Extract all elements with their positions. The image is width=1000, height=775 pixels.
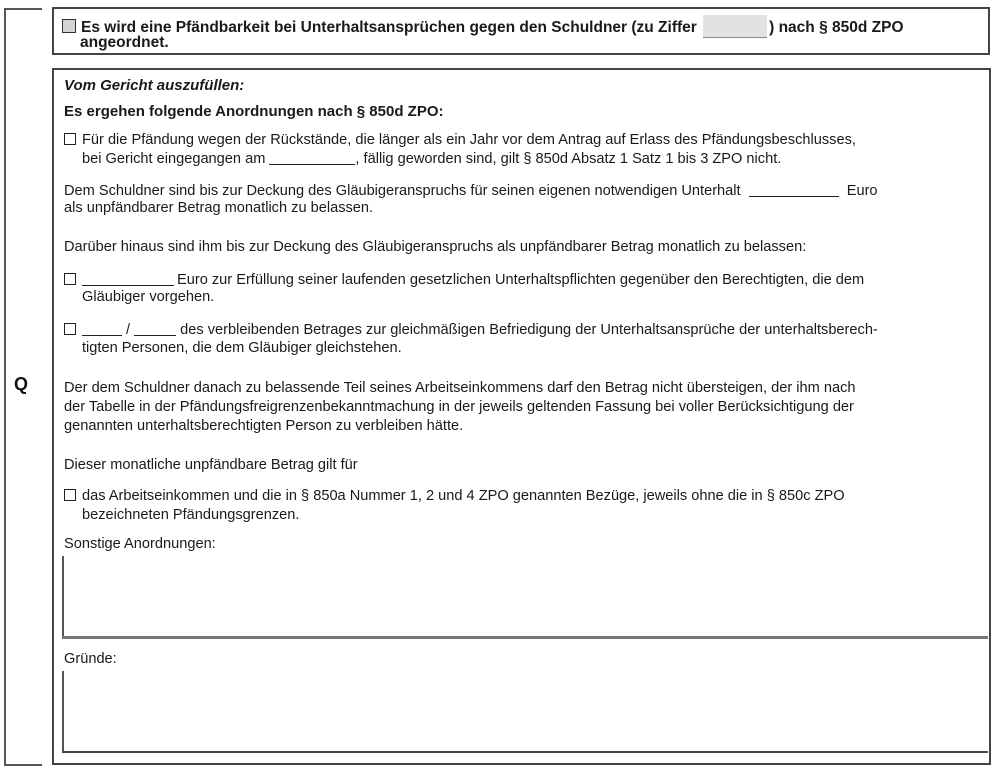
pfaendbarkeit-checkbox[interactable]	[62, 19, 76, 33]
item1-line-1	[64, 132, 856, 149]
item4-line-1	[64, 488, 845, 505]
court-orders-box	[52, 68, 991, 765]
other-orders-field-left-border	[62, 556, 64, 638]
item3-line-1	[64, 321, 878, 339]
reasons-field-left-border	[62, 671, 64, 753]
item3-text-1: des verbleibenden Betrages zur gleichmäßigen Befriedigung der Unterhaltsansprüche der unterhaltsberech-	[180, 322, 878, 338]
para1-text-1b: Euro	[846, 183, 878, 199]
pfaendbarkeit-line-2: angeordnet.	[80, 34, 169, 51]
item2-line-1	[64, 271, 864, 289]
item2-euro-field[interactable]	[82, 271, 174, 286]
pfaendbarkeit-line-1	[62, 15, 904, 38]
court-fill-heading: Vom Gericht auszufüllen:	[64, 77, 245, 94]
item3-slash: /	[126, 322, 131, 338]
item1-text-1: Für die Pfändung wegen der Rückstände, die länger als ein Jahr vor dem Antrag auf Erlass des Pfändungsbeschlusses,	[82, 132, 856, 148]
other-orders-textarea[interactable]	[62, 556, 988, 638]
item4-line-2: bezeichneten Pfändungsgrenzen.	[82, 507, 300, 523]
item3-checkbox[interactable]	[64, 323, 76, 335]
para3-line-3: genannten unterhaltsberechtigten Person zu verbleiben hätte.	[64, 418, 464, 434]
section-letter: Q	[14, 374, 29, 394]
para1-line-2: als unpfändbarer Betrag monatlich zu belassen.	[64, 200, 374, 216]
pfaendbarkeit-text-after: ) nach § 850d ZPO	[769, 19, 904, 36]
para3-line-2: der Tabelle in der Pfändungsfreigrenzenbekanntmachung in der jeweils geltenden Fassung bei voller Berücksichtigung der	[64, 399, 854, 415]
antrag-date-field[interactable]	[269, 150, 355, 165]
item2-line-2: Gläubiger vorgehen.	[82, 289, 215, 305]
item3-denominator-field[interactable]	[134, 321, 176, 336]
item4-text-1: das Arbeitseinkommen und die in § 850a Nummer 1, 2 und 4 ZPO genannten Bezüge, jeweils ohne die in § 850c ZPO	[82, 488, 845, 504]
item1-line-2	[82, 150, 781, 168]
item1-text-2a: bei Gericht eingegangen am	[82, 151, 266, 167]
para3-line-1: Der dem Schuldner danach zu belassende Teil seines Arbeitseinkommens darf den Betrag nicht übersteigen, der ihm nach	[64, 380, 856, 396]
orders-heading: Es ergehen folgende Anordnungen nach § 850d ZPO:	[64, 103, 444, 120]
item3-line-2: tigten Personen, die dem Gläubiger gleichstehen.	[82, 340, 402, 356]
pfaendbarkeit-text-before: Es wird eine Pfändbarkeit bei Unterhaltsansprüchen gegen den Schuldner (zu Ziffer	[81, 19, 697, 36]
para2: Darüber hinaus sind ihm bis zur Deckung des Gläubigeranspruchs als unpfändbarer Betrag monatlich zu belassen:	[64, 239, 807, 255]
item1-checkbox[interactable]	[64, 133, 76, 145]
reasons-label: Gründe:	[64, 651, 117, 667]
reasons-field-bottom-border	[62, 751, 988, 753]
para4: Dieser monatliche unpfändbare Betrag gilt für	[64, 457, 358, 473]
para1-text-1a: Dem Schuldner sind bis zur Deckung des Gläubigeranspruchs für seinen eigenen notwendigen Unterhalt	[64, 183, 741, 199]
section-bracket-line	[4, 8, 6, 765]
item2-checkbox[interactable]	[64, 273, 76, 285]
other-orders-field-bottom-border	[62, 636, 988, 639]
ziffer-field[interactable]	[703, 15, 767, 38]
item1-text-2b: , fällig geworden sind, gilt § 850d Absatz 1 Satz 1 bis 3 ZPO nicht.	[355, 151, 782, 167]
item4-checkbox[interactable]	[64, 489, 76, 501]
pfaendbarkeit-box	[52, 7, 990, 55]
own-maintenance-euro-field[interactable]	[749, 182, 839, 197]
item2-text-1: Euro zur Erfüllung seiner laufenden gesetzlichen Unterhaltspflichten gegenüber den Berechtigten, die dem	[177, 272, 865, 288]
reasons-textarea[interactable]	[62, 671, 988, 753]
para1-line-1	[64, 182, 878, 200]
other-orders-label: Sonstige Anordnungen:	[64, 536, 216, 552]
section-bracket-bottom	[4, 764, 42, 766]
section-bracket-top	[4, 8, 42, 10]
item3-numerator-field[interactable]	[82, 321, 122, 336]
